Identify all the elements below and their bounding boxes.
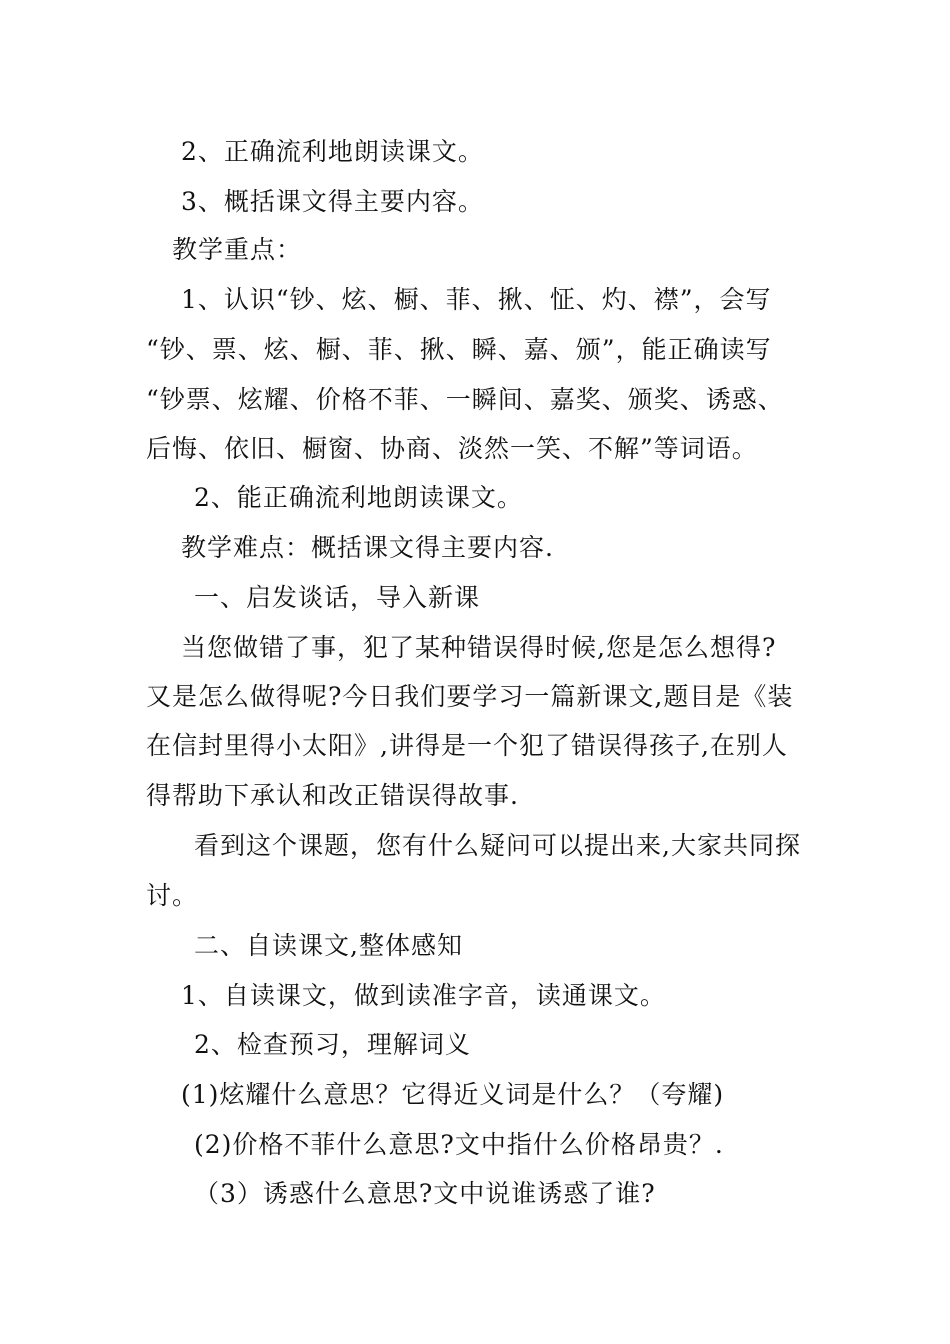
goal-3: 3、概括课文得主要内容。	[181, 187, 484, 216]
para-2-line-1: 看到这个课题，您有什么疑问可以提出来,大家共同探	[194, 831, 801, 860]
para-1-line-3: 在信封里得小太阳》,讲得是一个犯了错误得孩子,在别人	[146, 731, 788, 760]
question-1: (1)炫耀什么意思？它得近义词是什么？（夸耀)	[181, 1080, 725, 1109]
step-2: 2、检查预习，理解词义	[194, 1030, 471, 1059]
key-points-heading: 教学重点：	[172, 235, 303, 264]
question-2: (2)价格不菲什么意思?文中指什么价格昂贵？.	[194, 1130, 724, 1159]
section-1-heading: 一、启发谈话，导入新课	[194, 583, 481, 612]
para-2-line-2: 讨。	[146, 881, 199, 910]
key-point-2: 2、能正确流利地朗读课文。	[194, 483, 523, 512]
para-1-line-2: 又是怎么做得呢?今日我们要学习一篇新课文,题目是《装	[146, 682, 794, 711]
para-1-line-4: 得帮助下承认和改正错误得故事.	[146, 781, 519, 810]
difficulty-line: 教学难点：概括课文得主要内容.	[181, 533, 554, 562]
key-point-1-line-3: “钞票、炫耀、价格不菲、一瞬间、嘉奖、颁奖、诱惑、	[146, 385, 784, 414]
key-point-1-line-4: 后悔、依旧、橱窗、协商、淡然一笑、不解”等词语。	[146, 434, 758, 463]
key-point-1-line-1: 1、认识“钞、炫、橱、菲、揪、怔、灼、襟”，会写	[181, 285, 772, 314]
step-1: 1、自读课文，做到读准字音，读通课文。	[181, 981, 666, 1010]
para-1-line-1: 当您做错了事，犯了某种错误得时候,您是怎么想得?	[181, 633, 777, 662]
key-point-1-line-2: “钞、票、炫、橱、菲、揪、瞬、嘉、颁”，能正确读写	[146, 335, 772, 364]
question-3: （3）诱惑什么意思?文中说谁诱惑了谁?	[194, 1179, 656, 1208]
goal-2: 2、正确流利地朗读课文。	[181, 137, 484, 166]
section-2-heading: 二、自读课文,整体感知	[194, 931, 463, 960]
